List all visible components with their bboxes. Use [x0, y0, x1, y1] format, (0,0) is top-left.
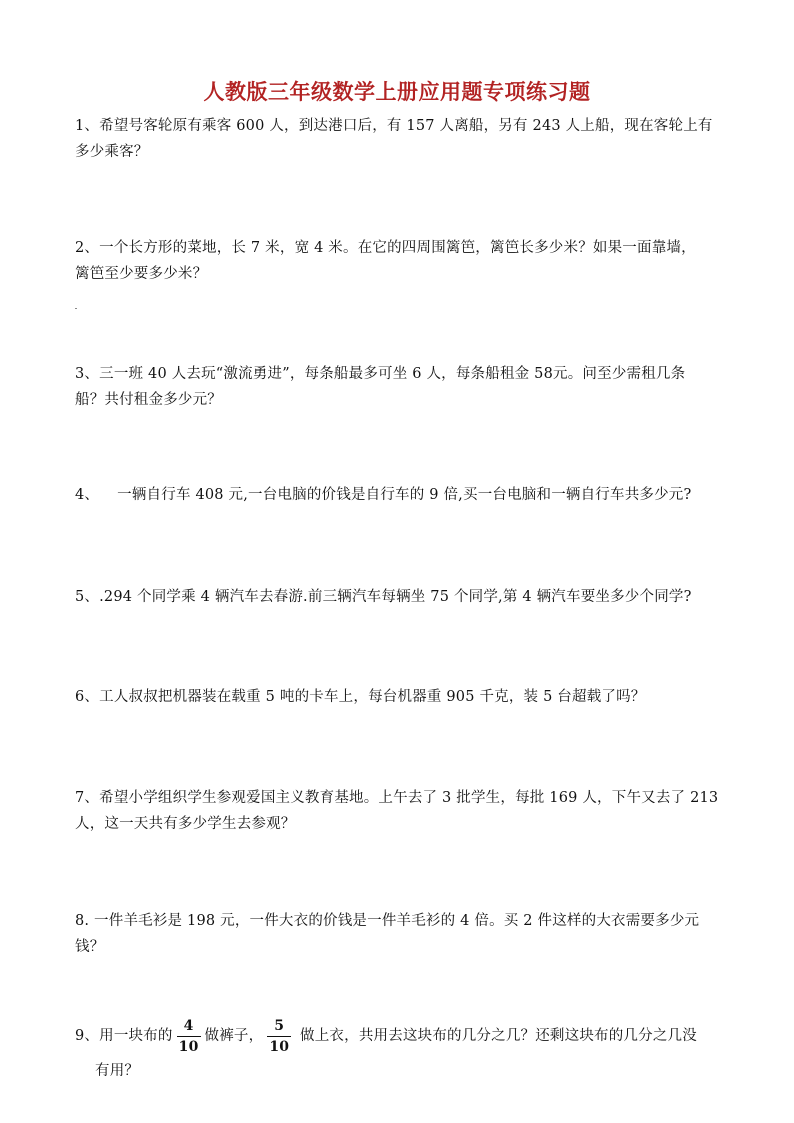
question-2-line-1: 2、一个长方形的菜地，长 7 米，宽 4 米。在它的四周围篱笆，篱笆长多少米？如果一面靠墙， — [75, 240, 696, 256]
fraction-2-denominator: 10 — [269, 1038, 290, 1055]
question-9-part-3: 做上衣，共用去这块布的几分之几？还剩这块布的几分之几没 — [295, 1028, 697, 1044]
question-5-line-1: 5、.294 个同学乘 4 辆汽车去春游.前三辆汽车每辆坐 75 个同学,第 4 辆汽车要坐多少个同学? — [75, 589, 692, 605]
question-9 — [75, 1016, 740, 1084]
question-4-number: 4、 — [75, 487, 100, 503]
fraction-1-denominator: 10 — [178, 1038, 199, 1055]
question-1-line-2: 多少乘客？ — [75, 144, 149, 160]
question-7 — [75, 785, 740, 837]
question-2 — [75, 235, 740, 287]
page-title: 人教版三年级数学上册应用题专项练习题 — [203, 79, 591, 104]
question-9-part-1: 9、用一块布的 — [75, 1028, 173, 1044]
question-3-line-1: 3、三一班 40 人去玩“激流勇进”，每条船最多可坐 6 人，每条船租金 58元。问至少需租几条 — [75, 366, 686, 382]
question-8-line-2: 钱？ — [75, 939, 105, 955]
fraction-four-tenths — [177, 1018, 201, 1055]
stray-mark — [75, 308, 77, 309]
question-8-line-1: 8. 一件羊毛衫是 198 元，一件大衣的价钱是一件羊毛衫的 4 倍。买 2 件这样的大衣需要多少元 — [75, 913, 700, 929]
question-4-text: 一辆自行车 408 元,一台电脑的价钱是自行车的 9 倍,买一台电脑和一辆自行车共多少元? — [117, 487, 692, 503]
question-5 — [75, 584, 740, 610]
question-3-line-2: 船？共付租金多少元？ — [75, 392, 222, 408]
question-1-line-1: 1、希望号客轮原有乘客 600 人，到达港口后，有 157 人离船，另有 243 人上船，现在客轮上有 — [75, 118, 713, 134]
question-6 — [75, 684, 740, 710]
question-1 — [75, 113, 740, 165]
question-9-line-1 — [75, 1016, 740, 1056]
question-4 — [75, 482, 740, 508]
fraction-five-tenths — [267, 1018, 291, 1055]
question-2-line-2: 篱笆至少要多少米？ — [75, 266, 208, 282]
question-7-line-2: 人，这一天共有多少学生去参观？ — [75, 816, 296, 832]
question-6-line-1: 6、工人叔叔把机器装在载重 5 吨的卡车上，每台机器重 905 千克，装 5 台超载了吗？ — [75, 689, 646, 705]
question-4-line-1 — [75, 482, 740, 508]
question-9-line-2: 有用？ — [95, 1063, 140, 1079]
question-3 — [75, 361, 740, 413]
fraction-2-numerator: 5 — [274, 1017, 285, 1034]
question-9-part-2: 做裤子， — [204, 1028, 264, 1044]
fraction-1-numerator: 4 — [183, 1017, 194, 1034]
question-7-line-1: 7、希望小学组织学生参观爱国主义教育基地。上午去了 3 批学生，每批 169 人，下午又去了 213 — [75, 790, 719, 806]
question-8 — [75, 908, 740, 960]
